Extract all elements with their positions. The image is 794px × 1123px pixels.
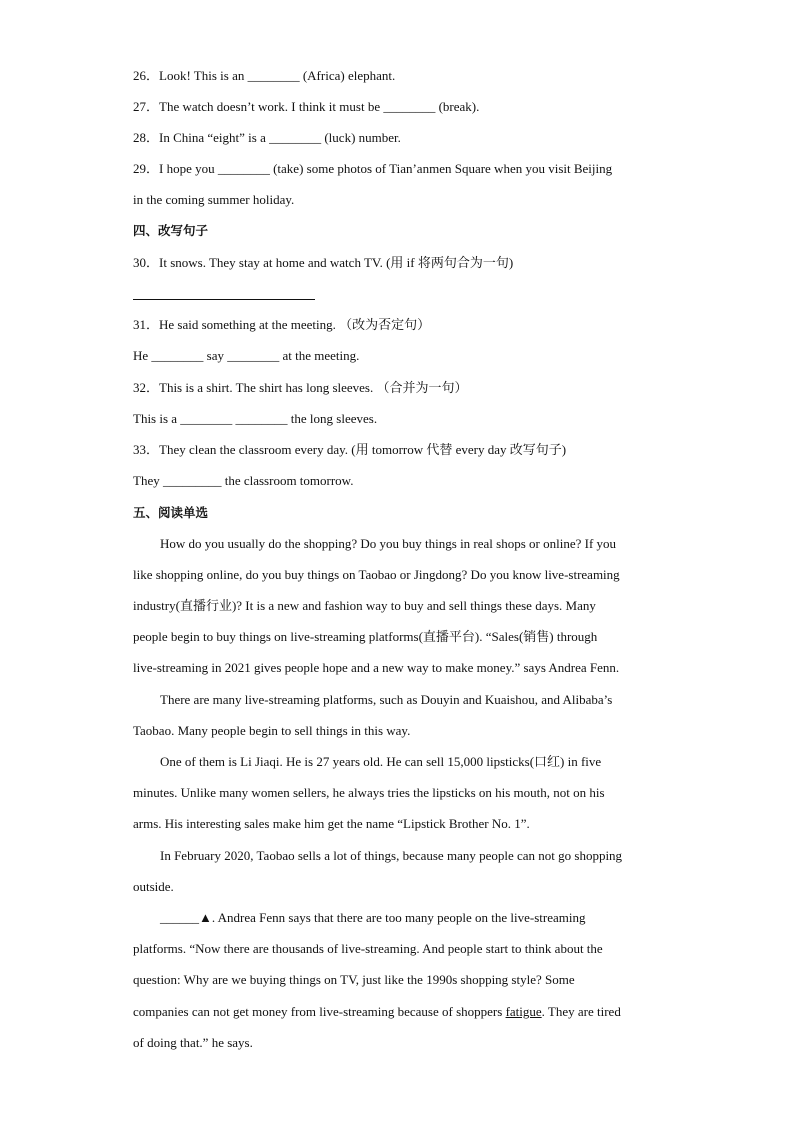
passage-line: There are many live-streaming platforms, such as Douyin and Kuaishou, and Alibaba’s xyxy=(160,692,613,707)
question-27: 27．The watch doesn’t work. I think it must be ________ (break). xyxy=(133,99,480,114)
underlined-word: fatigue xyxy=(505,1004,542,1019)
question-31-answer: He ________ say ________ at the meeting. xyxy=(133,348,360,363)
passage-line: question: Why are we buying things on TV, just like the 1990s shopping style? Some xyxy=(133,972,575,987)
passage-line: platforms. “Now there are thousands of live-streaming. And people start to think about the xyxy=(133,941,603,956)
question-28: 28．In China “eight” is a ________ (luck) number. xyxy=(133,130,401,145)
question-32: 32．This is a shirt. The shirt has long sleeves. （合并为一句） xyxy=(133,380,468,395)
question-29-cont: in the coming summer holiday. xyxy=(133,192,295,207)
passage-line: arms. His interesting sales make him get the name “Lipstick Brother No. 1”. xyxy=(133,816,530,831)
question-30: 30．It snows. They stay at home and watch TV. (用 if 将两句合为一句) xyxy=(133,255,514,270)
question-29: 29．I hope you ________ (take) some photos of Tian’anmen Square when you visit Beijing xyxy=(133,161,613,176)
section-heading-rewrite: 四、改写句子 xyxy=(133,223,209,238)
passage-line: people begin to buy things on live-streaming platforms(直播平台). “Sales(销售) through xyxy=(133,629,598,644)
passage-line: minutes. Unlike many women sellers, he always tries the lipsticks on his mouth, not on his xyxy=(133,785,605,800)
passage-text: companies can not get money from live-streaming because of shoppers xyxy=(133,1004,506,1019)
question-33: 33．They clean the classroom every day. (用 tomorrow 代替 every day 改写句子) xyxy=(133,442,567,457)
passage-line: live-streaming in 2021 gives people hope and a new way to make money.” says Andrea Fenn. xyxy=(133,660,620,675)
question-33-answer: They _________ the classroom tomorrow. xyxy=(133,473,354,488)
passage-line: outside. xyxy=(133,879,174,894)
passage-line: In February 2020, Taobao sells a lot of things, because many people can not go shopping xyxy=(160,848,623,863)
passage-line: industry(直播行业)? It is a new and fashion way to buy and sell things these days. Many xyxy=(133,598,596,613)
passage-line: How do you usually do the shopping? Do you buy things in real shops or online? If you xyxy=(160,536,617,551)
passage-line: Taobao. Many people begin to sell things in this way. xyxy=(133,723,411,738)
section-heading-reading: 五、阅读单选 xyxy=(133,505,209,520)
passage-line xyxy=(133,1003,673,1021)
question-32-answer: This is a ________ ________ the long sleeves. xyxy=(133,411,378,426)
passage-text: . They are tired xyxy=(541,1004,621,1019)
passage-line: of doing that.” he says. xyxy=(133,1035,253,1050)
passage-line: ______▲. Andrea Fenn says that there are too many people on the live-streaming xyxy=(160,910,586,925)
passage-line: like shopping online, do you buy things on Taobao or Jingdong? Do you know live-streaming xyxy=(133,567,620,582)
passage-line: One of them is Li Jiaqi. He is 27 years old. He can sell 15,000 lipsticks(口红) in five xyxy=(160,754,602,769)
question-31: 31．He said something at the meeting. （改为否定句） xyxy=(133,317,431,332)
question-26: 26．Look! This is an ________ (Africa) elephant. xyxy=(133,68,396,83)
answer-blank-line xyxy=(133,299,315,300)
